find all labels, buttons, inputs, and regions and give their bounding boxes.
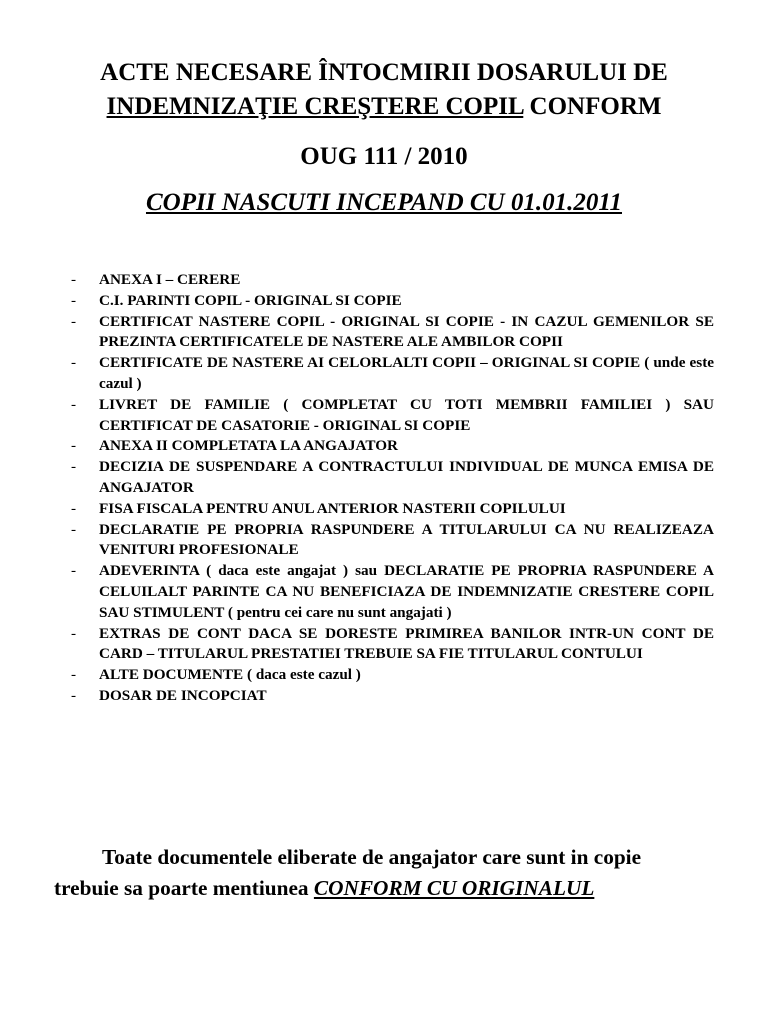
list-item-text: C.I. PARINTI COPIL - ORIGINAL SI COPIE	[99, 291, 402, 309]
list-item-text: FISA FISCALA PENTRU ANUL ANTERIOR NASTERII COPILULUI	[99, 499, 566, 517]
footer-note-prefix: trebuie sa poarte mentiunea	[54, 876, 314, 900]
list-item	[0, 312, 768, 354]
list-item	[0, 457, 768, 499]
list-bullet-dash: -	[71, 291, 77, 309]
list-bullet-dash: -	[71, 686, 77, 704]
title-line-2-rest: CONFORM	[523, 93, 662, 120]
list-item-text: CERTIFICAT NASTERE COPIL - ORIGINAL SI COPIE - IN CAZUL GEMENILOR SE PREZINTA CERTIFICATELE DE NASTERE ALE AMBILOR COPII	[99, 312, 714, 351]
title-underlined-phrase: INDEMNIZAŢIE CREŞTERE COPIL	[106, 93, 524, 120]
list-item	[0, 395, 768, 437]
list-item	[0, 686, 768, 707]
list-item	[0, 291, 768, 312]
list-item-text: ANEXA I – CERERE	[99, 271, 241, 288]
list-item	[0, 624, 768, 666]
list-bullet-dash: -	[71, 395, 77, 413]
required-documents-list	[0, 270, 768, 707]
list-item-text: DOSAR DE INCOPCIAT	[99, 686, 267, 704]
list-bullet-dash: -	[71, 312, 77, 330]
list-item-text: ALTE DOCUMENTE ( daca este cazul )	[99, 666, 361, 684]
list-item	[0, 436, 768, 457]
list-bullet-dash: -	[71, 520, 77, 538]
list-bullet-dash: -	[71, 458, 77, 476]
list-bullet-dash: -	[71, 354, 77, 372]
footer-note-line-2	[0, 874, 768, 902]
list-bullet-dash: -	[71, 666, 77, 684]
list-bullet-dash: -	[71, 624, 77, 642]
list-item-text: CERTIFICATE DE NASTERE AI CELORLALTI COPII – ORIGINAL SI COPIE ( unde este cazul )	[99, 354, 714, 392]
list-bullet-dash: -	[71, 437, 77, 455]
ordinance-reference: OUG 111 / 2010	[300, 143, 468, 170]
list-item-text: ANEXA II COMPLETATA LA ANGAJATOR	[99, 437, 399, 455]
list-item	[0, 561, 768, 623]
list-item-text: LIVRET DE FAMILIE ( COMPLETAT CU TOTI MEMBRII FAMILIEI ) SAU CERTIFICAT DE CASATORIE - ORIGINAL SI COPIE	[99, 395, 714, 434]
list-item	[0, 270, 768, 291]
list-item	[0, 520, 768, 562]
footer-note-line-1: Toate documentele eliberate de angajator care sunt in copie	[102, 845, 642, 869]
list-bullet-dash: -	[71, 499, 77, 517]
list-item-text: EXTRAS DE CONT DACA SE DORESTE PRIMIREA BANILOR INTR-UN CONT DE CARD – TITULARUL PRESTATIEI TREBUIE SA FIE TITULARUL CONTULUI	[99, 624, 714, 663]
title-line-2	[0, 92, 768, 122]
list-item-text: ADEVERINTA ( daca este angajat ) sau DECLARATIE PE PROPRIA RASPUNDERE A CELUILALT PARINTE CA NU BENEFICIAZA DE INDEMNIZATIE CRESTERE COPIL SAU STIMULENT ( pentru cei care nu sunt angajati )	[99, 562, 714, 621]
list-item	[0, 665, 768, 686]
list-item	[0, 353, 768, 395]
list-item-text: DECIZIA DE SUSPENDARE A CONTRACTULUI INDIVIDUAL DE MUNCA EMISA DE ANGAJATOR	[99, 458, 714, 496]
list-item-text: DECLARATIE PE PROPRIA RASPUNDERE A TITULARULUI CA NU REALIZEAZA VENITURI PROFESIONALE	[99, 520, 714, 559]
list-item	[0, 499, 768, 520]
list-bullet-dash: -	[71, 271, 77, 288]
subtitle-children-born: COPII NASCUTI INCEPAND CU 01.01.2011	[145, 189, 622, 216]
title-line-1: ACTE NECESARE ÎNTOCMIRII DOSARULUI DE	[100, 59, 668, 86]
list-bullet-dash: -	[71, 562, 77, 580]
footer-note-emphasis: CONFORM CU ORIGINALUL	[313, 876, 595, 900]
